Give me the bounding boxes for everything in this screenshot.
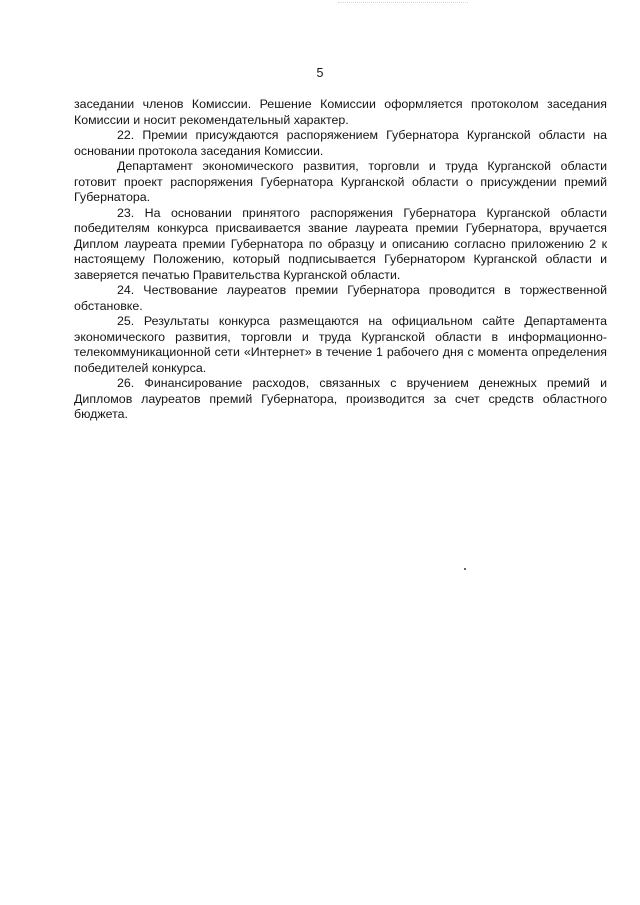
paragraph-24: 24. Чествование лауреатов премии Губернатора проводится в торжественной обстановке.	[74, 283, 607, 313]
paragraph-23: 23. На основании принятого распоряжения Губернатора Курганской области победителям конкурса присваивается звание лауреата премии Губернатора, вручается Диплом лауреата премии Губернатора по образцу и описанию согласно приложению 2 к настоящему Положению, который подписывается Губернатором Курганской области и заверяется печатью Правительства Курганской области.	[74, 205, 607, 282]
paragraph-26: 26. Финансирование расходов, связанных с вручением денежных премий и Дипломов лауреатов премий Губернатора, производится за счет средств областного бюджета.	[74, 376, 607, 421]
paragraph-continuation: заседании членов Комиссии. Решение Комиссии оформляется протоколом заседания Комиссии и носит рекомендательный характер.	[74, 97, 607, 127]
scan-artifact-marks	[338, 2, 468, 11]
scan-speck	[464, 568, 466, 570]
document-body	[74, 97, 607, 423]
paragraph-department: Департамент экономического развития, торговли и труда Курганской области готовит проект распоряжения Губернатора Курганской области о присуждении премий Губернатора.	[74, 159, 607, 204]
page-number: 5	[316, 66, 324, 80]
paragraph-22: 22. Премии присуждаются распоряжением Губернатора Курганской области на основании протокола заседания Комиссии.	[74, 128, 607, 158]
paragraph-25: 25. Результаты конкурса размещаются на официальном сайте Департамента экономического развития, торговли и труда Курганской области в информационно-телекоммуникационной сети «Интернет» в течение 1 рабочего дня с момента определения победителей конкурса.	[74, 314, 607, 375]
